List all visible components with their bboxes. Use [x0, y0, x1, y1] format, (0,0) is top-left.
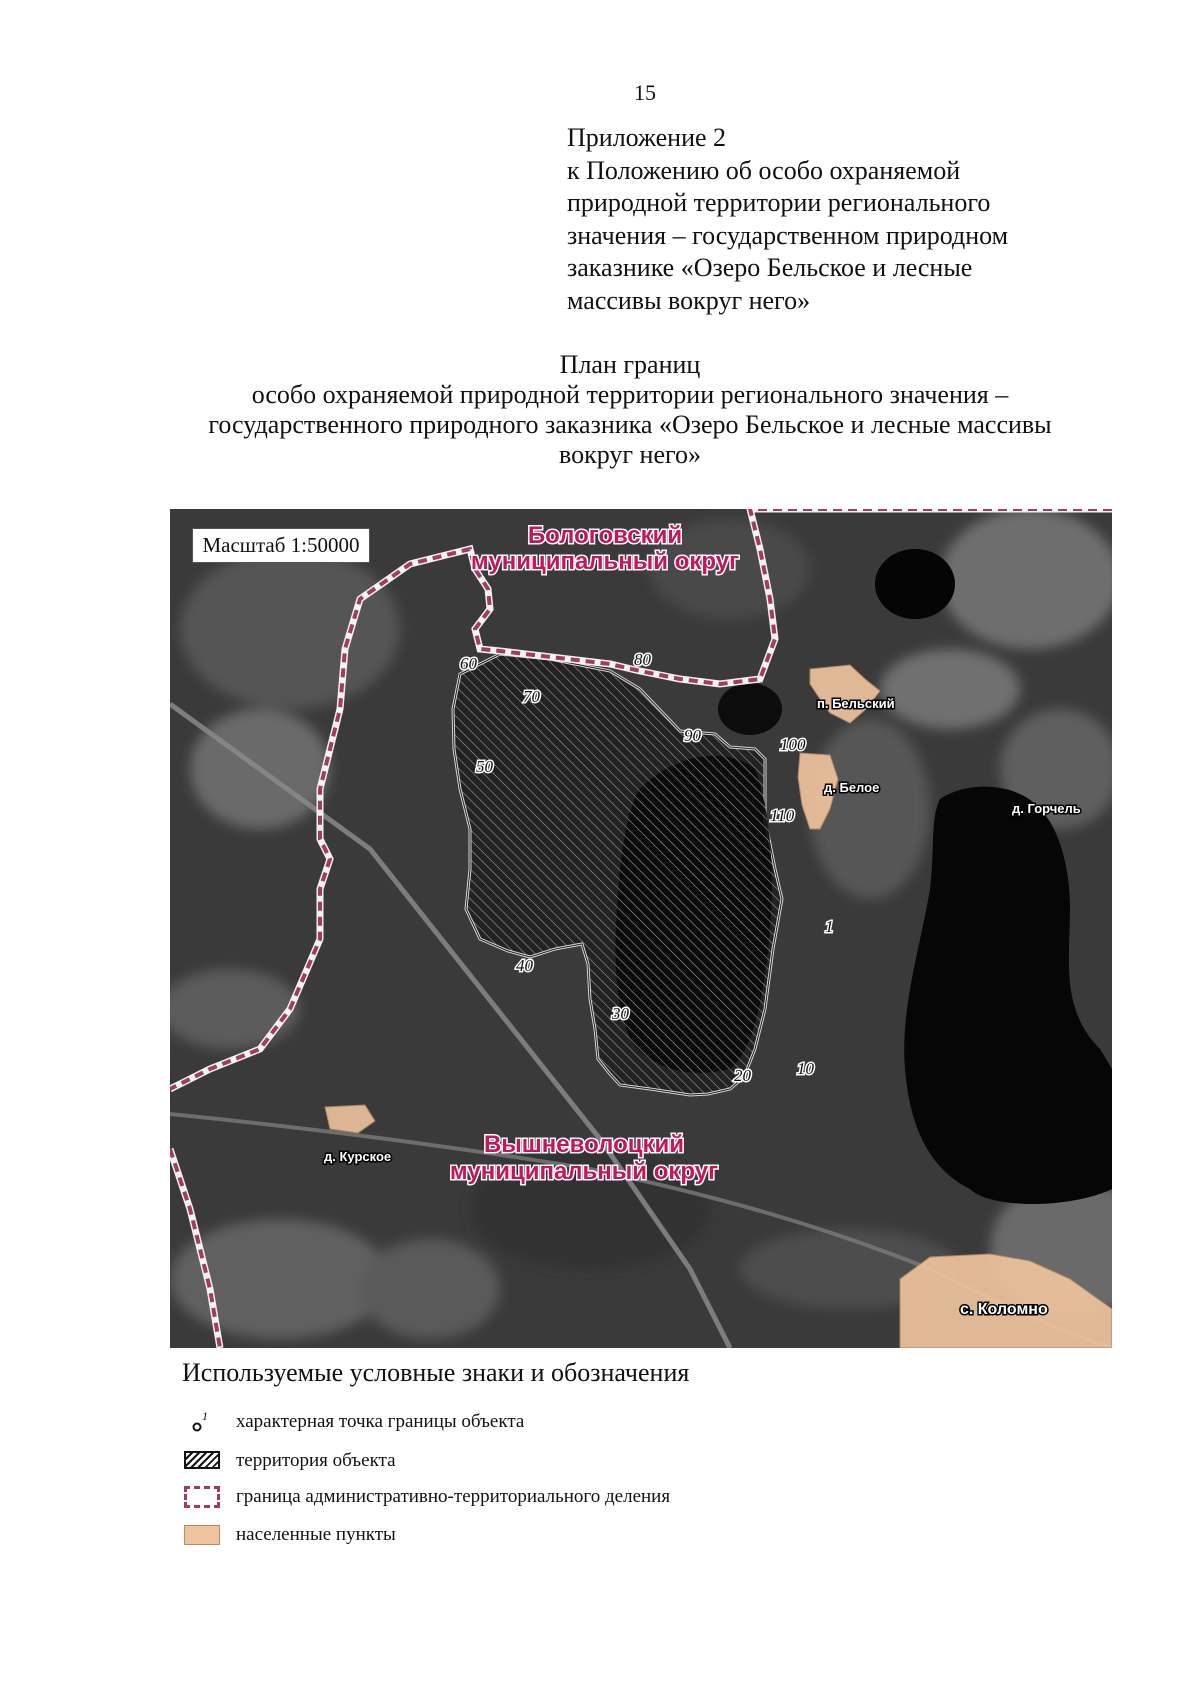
plan-title-line: План границ [559, 350, 701, 379]
district-label-bologovsky: Бологовский [527, 522, 683, 549]
boundary-point-label: 30 [612, 1004, 629, 1023]
label-kolomno: с. Коломно [960, 1301, 1048, 1318]
lake-north [875, 549, 955, 619]
district-label-bologovsky-2: муниципальный округ [470, 548, 740, 575]
plan-title-line: вокруг него» [558, 440, 702, 469]
appendix-line: значения – государственном природном [567, 220, 1009, 250]
boundary-point-label: 90 [684, 726, 701, 745]
boundary-point-label: 100 [780, 735, 806, 754]
boundary-map [170, 509, 1112, 1348]
appendix-header [567, 122, 1008, 317]
legend-title: Используемые условные знаки и обозначения [182, 1358, 690, 1387]
hatch-symbol-icon [180, 1450, 224, 1472]
point-symbol-icon [180, 1411, 224, 1433]
boundary-point-label: 70 [523, 687, 540, 706]
label-gorchel: д. Горчель [1012, 801, 1081, 816]
lake-small [718, 683, 782, 735]
boundary-point-label: 40 [516, 956, 533, 975]
appendix-line: заказнике «Озеро Бельское и лесные [567, 253, 973, 282]
legend-point-number: 1 [202, 1411, 208, 1423]
legend-label: граница административно-территориального деления [236, 1486, 671, 1507]
label-belsky: п. Бельский [817, 696, 895, 711]
page-number: 15 [634, 80, 656, 105]
scale-label: Масштаб 1:50000 [192, 528, 370, 563]
district-label-vyshnevolotsky: Вышневолоцкий [483, 1131, 685, 1158]
label-kurskoe: д. Курское [324, 1149, 392, 1164]
plan-title-line: особо охраняемой природной территории регионального значения – [251, 380, 1009, 409]
boundary-point-label: 1 [825, 917, 834, 936]
appendix-line: Приложение 2 [567, 123, 727, 152]
map-svg [170, 509, 1112, 1348]
plan-title-line: государственного природного заказника «Озеро Бельское и лесные массивы [208, 410, 1052, 439]
legend-item-settlements [180, 1523, 396, 1547]
legend-item-territory [180, 1449, 396, 1473]
label-beloe: д. Белое [824, 780, 880, 795]
boundary-point-label: 50 [476, 757, 493, 776]
appendix-line: природной территории регионального [567, 188, 991, 217]
appendix-line: к Положению об особо охраняемой [567, 155, 961, 185]
boundary-point-label: 60 [460, 654, 477, 673]
legend-item-border [180, 1485, 670, 1509]
boundary-point-label: 20 [734, 1066, 751, 1085]
legend-label: населенные пункты [236, 1524, 396, 1545]
boundary-point-label: 10 [797, 1059, 814, 1078]
legend-item-point [180, 1410, 524, 1434]
settlement-symbol-icon [180, 1524, 224, 1546]
dashed-border-symbol-icon [180, 1486, 224, 1508]
plan-title [160, 350, 1100, 470]
legend-label: территория объекта [236, 1450, 396, 1471]
district-label-vyshnevolotsky-2: муниципальный округ [449, 1158, 719, 1185]
appendix-line: массивы вокруг него» [567, 285, 811, 315]
boundary-point-label: 80 [634, 650, 651, 669]
legend-label: характерная точка границы объекта [236, 1411, 525, 1432]
boundary-point-label: 110 [770, 806, 795, 825]
